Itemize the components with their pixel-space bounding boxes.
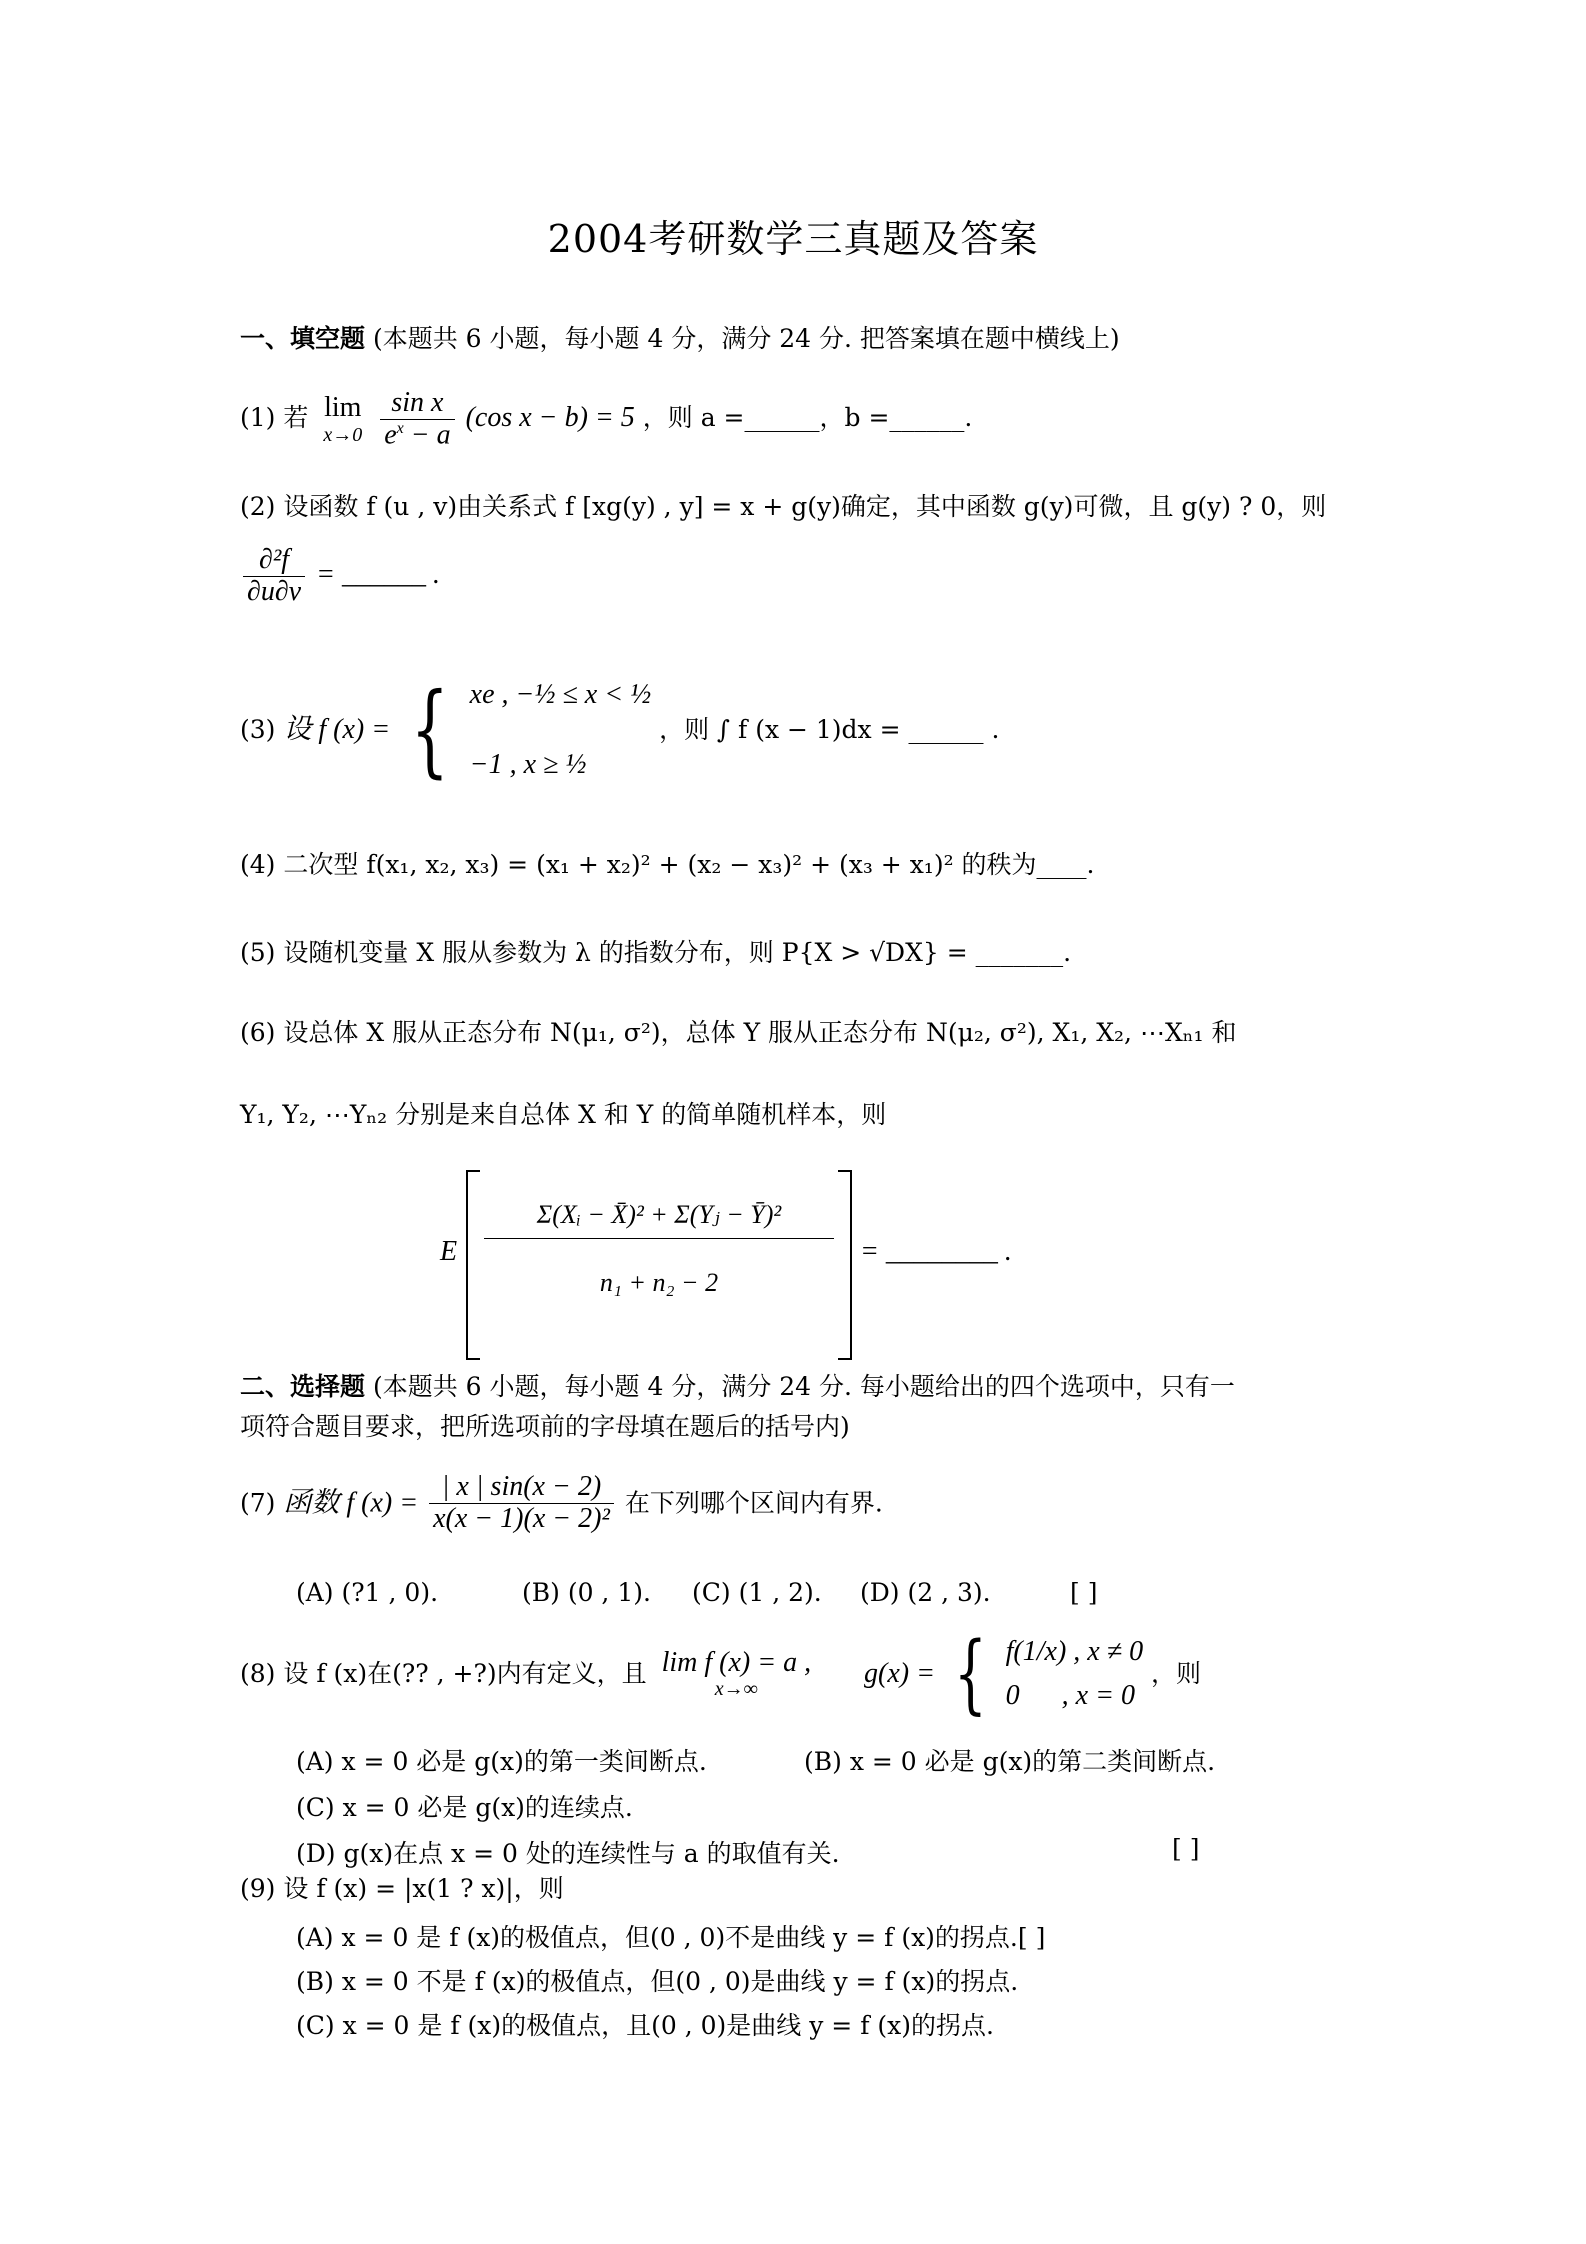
section-2-header [240, 1370, 1235, 1404]
q7-option-b: (B) (0 , 1). [522, 1578, 651, 1607]
q2-number: (2) [240, 492, 276, 521]
q7-fraction: $\frac{| x | \sin(x - 2)}{\text{x(x − 1)(x − 2)²}}$ [429, 1472, 614, 1535]
q9-pre: 设 f (x) = |x(1 ? x)|，则 [283, 1874, 564, 1903]
q9-option-b: (B) x = 0 不是 f (x)的极值点，但(0 , 0)是曲线 y = f (x)的拐点. [296, 1967, 1019, 1996]
q8-post: ，则 [1151, 1659, 1202, 1688]
q7-number: (7) [240, 1488, 276, 1518]
question-9 [240, 1872, 564, 1906]
q2-fraction-line [240, 545, 440, 608]
section-1-label: 一、填空题 [240, 324, 366, 353]
q1-rest: (cos x − b) = 5 [465, 401, 635, 433]
q9-number: (9) [240, 1874, 276, 1903]
right-bracket-icon [838, 1170, 852, 1360]
question-1 [240, 388, 972, 451]
q8-case-1: f(1/x) , x ≠ 0 [1005, 1636, 1144, 1667]
q2-text: 设函数 f (u , v)由关系式 f [xg(y) , y] = x + g(y)确定，其中函数 g(y)可微，且 g(y) ? 0，则 [283, 492, 1327, 521]
q7-answer-bracket: [ ] [1070, 1578, 1098, 1607]
q9-option-c: (C) x = 0 是 f (x)的极值点，且(0 , 0)是曲线 y = f (x)的拐点. [296, 2011, 994, 2040]
q7-option-c: (C) (1 , 2). [692, 1578, 822, 1607]
section-2-label: 二、选择题 [240, 1372, 366, 1401]
q9-option-a: (A) x = 0 是 f (x)的极值点，但(0 , 0)不是曲线 y = f (x)的拐点.[ ] [296, 1923, 1046, 1952]
question-2 [240, 490, 1326, 524]
q8-case-2: 0 , x = 0 [1005, 1680, 1135, 1711]
q3-cases [470, 660, 651, 800]
q8-cases [1006, 1630, 1143, 1718]
section-2-desc: (本题共 6 小题，每小题 4 分，满分 24 分. 每小题给出的四个选项中，只有一 [372, 1372, 1235, 1401]
left-brace-icon: { [410, 671, 449, 788]
section-2-desc-2: 项符合题目要求，把所选项前的字母填在题后的括号内) [240, 1412, 850, 1441]
q4-text: 二次型 f(x₁, x₂, x₃) = (x₁ + x₂)² + (x₂ − x₃)² + (x₃ + x₁)² 的秩为____. [283, 850, 1095, 879]
q6-line-1: 设总体 X 服从正态分布 N(μ₁, σ²)，总体 Y 服从正态分布 N(μ₂, σ²), X₁, X₂, ⋯Xₙ₁ 和 [283, 1018, 1237, 1047]
q7-pre: 函数 f (x) = [283, 1487, 419, 1519]
q1-post: ，则 a =______，b =______. [642, 402, 973, 432]
question-4 [240, 848, 1094, 882]
q3-pre: 设 f (x) = [283, 714, 391, 745]
left-brace-icon: { [953, 1624, 987, 1724]
q4-number: (4) [240, 850, 276, 879]
q7-post: 在下列哪个区间内有界. [624, 1488, 883, 1518]
q1-pre: 若 [283, 402, 309, 432]
q6-line-2-row [240, 1098, 886, 1132]
q8-limit: lim f (x) = a , x→∞ [661, 1646, 812, 1701]
section-1-desc: (本题共 6 小题，每小题 4 分，满分 24 分. 把答案填在题中横线上) [372, 324, 1120, 353]
q2-tail: = ______ . [316, 558, 440, 590]
q8-option-d: (D) g(x)在点 x = 0 处的连续性与 a 的取值有关. [296, 1839, 840, 1868]
q3-case-1: xe , −½ ≤ x < ½ [469, 679, 652, 710]
q8-g: g(x) = [864, 1658, 936, 1689]
q8-number: (8) [240, 1659, 276, 1688]
q3-case-2: −1 , x ≥ ½ [469, 749, 587, 780]
section-2-desc-2-row [240, 1410, 850, 1444]
page-title: 2004考研数学三真题及答案 [547, 217, 1039, 261]
question-7 [240, 1472, 883, 1535]
q8-option-c: (C) x = 0 必是 g(x)的连续点. [296, 1793, 633, 1822]
question-5 [240, 936, 1071, 970]
q1-limit: lim x→0 [323, 392, 363, 446]
q6-number: (6) [240, 1018, 276, 1047]
q6-denominator: n₁ + n₂ − 2 [599, 1268, 719, 1297]
q8-pre: 设 f (x)在(?? , +?)内有定义，且 [283, 1659, 647, 1688]
q7-option-a: (A) (?1 , 0). [296, 1578, 439, 1607]
q8-answer-bracket: [ ] [1172, 1834, 1200, 1863]
q3-post: ，则 ∫ f (x − 1)dx = ______ . [659, 715, 1000, 744]
q6-E: E [440, 1236, 458, 1267]
q6-tail: = ________ . [860, 1236, 1012, 1267]
q6-numerator: Σ(Xᵢ − X̄)² + Σ(Yⱼ − Ȳ)² [484, 1200, 834, 1239]
q6-expectation [440, 1170, 1012, 1358]
section-1-header [240, 322, 1120, 356]
q5-number: (5) [240, 938, 276, 967]
question-3 [240, 660, 999, 800]
q2-fraction: $\frac{\text{∂²f}}{\partial u\partial v}$ [243, 545, 305, 608]
q3-number: (3) [240, 715, 276, 744]
q5-text: 设随机变量 X 服从参数为 λ 的指数分布，则 P{X > √DX} = _______. [283, 938, 1072, 967]
q7-option-d: (D) (2 , 3). [860, 1578, 991, 1607]
q8-option-b: (B) x = 0 必是 g(x)的第二类间断点. [804, 1747, 1216, 1776]
left-bracket-icon [466, 1170, 480, 1360]
question-6 [240, 1016, 1237, 1050]
question-8 [240, 1624, 1202, 1724]
q1-fraction: $\frac{\text{sin x}}{e^x - a}$ [380, 388, 454, 451]
q1-number: (1) [240, 402, 276, 432]
q6-line-2: Y₁, Y₂, ⋯Yₙ₂ 分别是来自总体 X 和 Y 的简单随机样本，则 [240, 1100, 887, 1129]
q8-option-a: (A) x = 0 必是 g(x)的第一类间断点. [296, 1747, 707, 1776]
